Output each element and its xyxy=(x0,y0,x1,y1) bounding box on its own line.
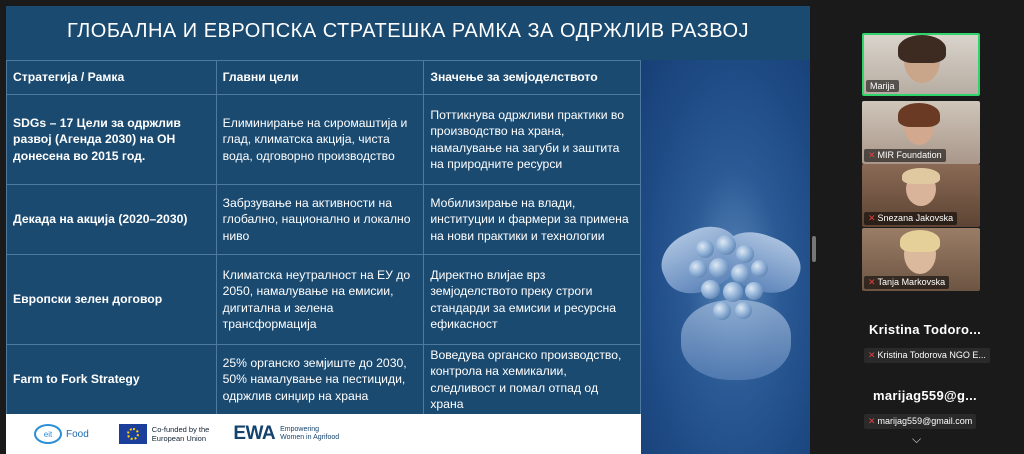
strategy-table xyxy=(6,60,641,415)
mic-off-icon: ✕ xyxy=(868,150,876,160)
hands-with-tomatoes-photo xyxy=(641,60,810,454)
table-cell: Декада на акција (2020–2030) xyxy=(7,185,217,255)
mic-off-icon: ✕ xyxy=(868,213,876,223)
table-cell: Директно влијае врз земјоделството преку строги стандарди за емисии и ресурсна ефикасност xyxy=(424,255,641,345)
shared-slide xyxy=(6,6,810,454)
mic-off-icon: ✕ xyxy=(868,277,876,287)
participant-tile-mir-foundation[interactable] xyxy=(862,101,980,164)
table-header: Значење за земјоделството xyxy=(424,61,641,95)
participant-name: Tanja Markovska xyxy=(877,277,946,287)
table-cell: Елиминирање на сиромаштија и глад, климатска акција, чиста вода, одговорно производство xyxy=(216,95,424,185)
participant-tile-marija[interactable] xyxy=(862,33,980,96)
eu-flag-icon xyxy=(119,424,147,444)
table-cell: 25% органско земјиште до 2030, 50% намалување на пестициди, одржлив синџир на храна xyxy=(216,345,424,415)
participant-tag: ✕ Kristina Todorova NGO E... xyxy=(864,348,990,363)
participant-name: Snezana Jakovska xyxy=(877,213,954,223)
table-cell: Farm to Fork Strategy xyxy=(7,345,217,415)
table-cell: Воведува органско производство, контрола на хемикалии, следливост и помал отпад од храна xyxy=(424,345,641,415)
eu-cofunded-logo: Co-funded by the European Union xyxy=(119,424,210,444)
participant-tile-snezana[interactable] xyxy=(862,164,980,227)
table-header: Стратегија / Рамка xyxy=(7,61,217,95)
mic-off-icon: ✕ xyxy=(868,416,876,426)
chevron-down-icon[interactable]: ⌵ xyxy=(912,432,922,446)
eit-food-logo: eit Food xyxy=(34,424,89,444)
panel-resize-handle[interactable] xyxy=(812,236,816,262)
table-row xyxy=(7,255,641,345)
ewa-logo: EWA Empowering Women in Agrifood xyxy=(233,423,340,444)
table-header-row xyxy=(7,61,641,95)
participant-tag: ✕ marijag559@gmail.com xyxy=(864,414,976,429)
table-row xyxy=(7,345,641,415)
slide-title: ГЛОБАЛНА И ЕВРОПСКА СТРАТЕШКА РАМКА ЗА ОДРЖЛИВ РАЗВОЈ xyxy=(66,19,750,42)
table-header: Главни цели xyxy=(216,61,424,95)
table-cell: Забрзување на активности на глобално, национално и локално ниво xyxy=(216,185,424,255)
participant-name: MIR Foundation xyxy=(877,150,942,160)
table-row xyxy=(7,95,641,185)
table-cell: Мобилизирање на влади, институции и фармери за примена на нови практики и технологии xyxy=(424,185,641,255)
table-cell: Европски зелен договор xyxy=(7,255,217,345)
slide-footer-logos xyxy=(6,414,641,454)
table-row xyxy=(7,185,641,255)
table-cell: SDGs – 17 Цели за одржлив развој (Агенда 2030) на ОН донесена во 2015 год. xyxy=(7,95,217,185)
mic-off-icon: ✕ xyxy=(868,350,876,360)
participant-name: Marija xyxy=(870,81,895,91)
participant-display-name[interactable]: Kristina Todoro... xyxy=(868,322,982,337)
participant-tile-tanja[interactable] xyxy=(862,228,980,291)
table-cell: Климатска неутралност на ЕУ до 2050, намалување на емисии, дигитална и зелена трансформација xyxy=(216,255,424,345)
table-cell: Поттикнува одржливи практики во производство на храна, намалување на загуби и заштита на природните ресурси xyxy=(424,95,641,185)
participant-display-name[interactable]: marijag559@g... xyxy=(873,388,977,403)
